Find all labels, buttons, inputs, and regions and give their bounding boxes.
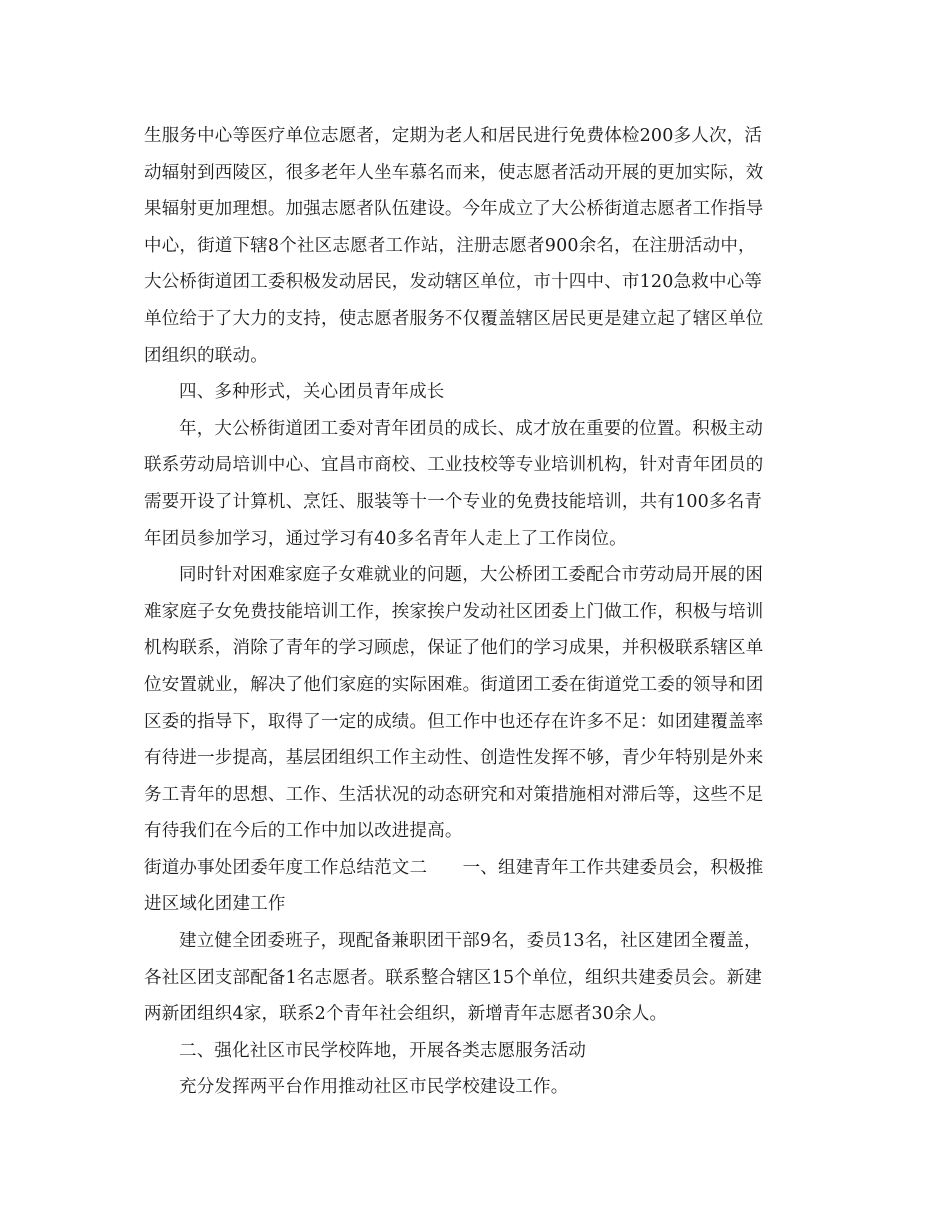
text-line: 动辐射到西陵区，很多老年人坐车慕名而来，使志愿者活动开展的更加实际，效 [144,162,764,183]
text-line: 两新团组织4家，联系2个青年社会组织，新增青年志愿者30余人。 [144,1004,668,1025]
text-line: 区委的指导下，取得了一定的成绩。但工作中也还存在许多不足：如团建覆盖率 [144,711,764,732]
text-line: 年，大公桥街道团工委对青年团员的成长、成才放在重要的位置。积极主动 [179,418,764,439]
text-line: 充分发挥两平台作用推动社区市民学校建设工作。 [179,1077,569,1098]
text-line: 务工青年的思想、工作、生活状况的动态研究和对策措施相对滞后等，这些不足 [144,784,764,805]
text-line: 难家庭子女免费技能培训工作，挨家挨户发动社区团委上门做工作，积极与培训 [144,601,764,622]
text-line: 生服务中心等医疗单位志愿者，定期为老人和居民进行免费体检200多人次，活 [144,126,763,146]
text-line: 进区域化团建工作 [144,894,286,915]
text-line: 机构联系，消除了青年的学习顾虑，保证了他们的学习成果，并积极联系辖区单 [144,638,764,659]
text-line: 需要开设了计算机、烹饪、服装等十一个专业的免费技能培训，共有100多名青 [144,491,763,512]
text-line: 中心，街道下辖8个社区志愿者工作站，注册志愿者900余名，在注册活动中， [144,235,756,256]
text-line: 有待进一步提高，基层团组织工作主动性、创造性发挥不够，青少年特别是外来 [144,748,764,769]
text-line: 各社区团支部配备1名志愿者。联系整合辖区15个单位，组织共建委员会。新建 [144,967,763,988]
text-line: 单位给于了大力的支持，使志愿者服务不仅覆盖辖区居民更是建立起了辖区单位 [144,308,764,329]
text-line: 果辐射更加理想。加强志愿者队伍建设。今年成立了大公桥街道志愿者工作指导 [144,199,764,220]
text-line: 联系劳动局培训中心、宜昌市商校、工业技校等专业培训机构，针对青年团员的 [144,455,764,476]
text-line: 同时针对困难家庭子女难就业的问题，大公桥团工委配合市劳动局开展的困 [179,565,764,586]
text-line: 大公桥街道团工委积极发动居民，发动辖区单位，市十四中、市120急救中心等 [144,272,763,293]
document-body [144,118,809,1106]
section-heading: 二、强化社区市民学校阵地，开展各类志愿服务活动 [179,1040,587,1061]
text-line: 团组织的联动。 [144,345,268,366]
document-title-line: 街道办事处团委年度工作总结范文二 一、组建青年工作共建委员会，积极推 [144,857,764,878]
section-heading: 四、多种形式，关心团员青年成长 [179,382,445,403]
text-line: 建立健全团委班子，现配备兼职团干部9名，委员13名，社区建团全覆盖， [179,931,762,952]
text-line: 位安置就业，解决了他们家庭的实际困难。街道团工委在街道党工委的领导和团 [144,674,764,695]
text-line: 有待我们在今后的工作中加以改进提高。 [144,821,463,842]
text-line: 年团员参加学习，通过学习有40多名青年人走上了工作岗位。 [144,528,627,549]
